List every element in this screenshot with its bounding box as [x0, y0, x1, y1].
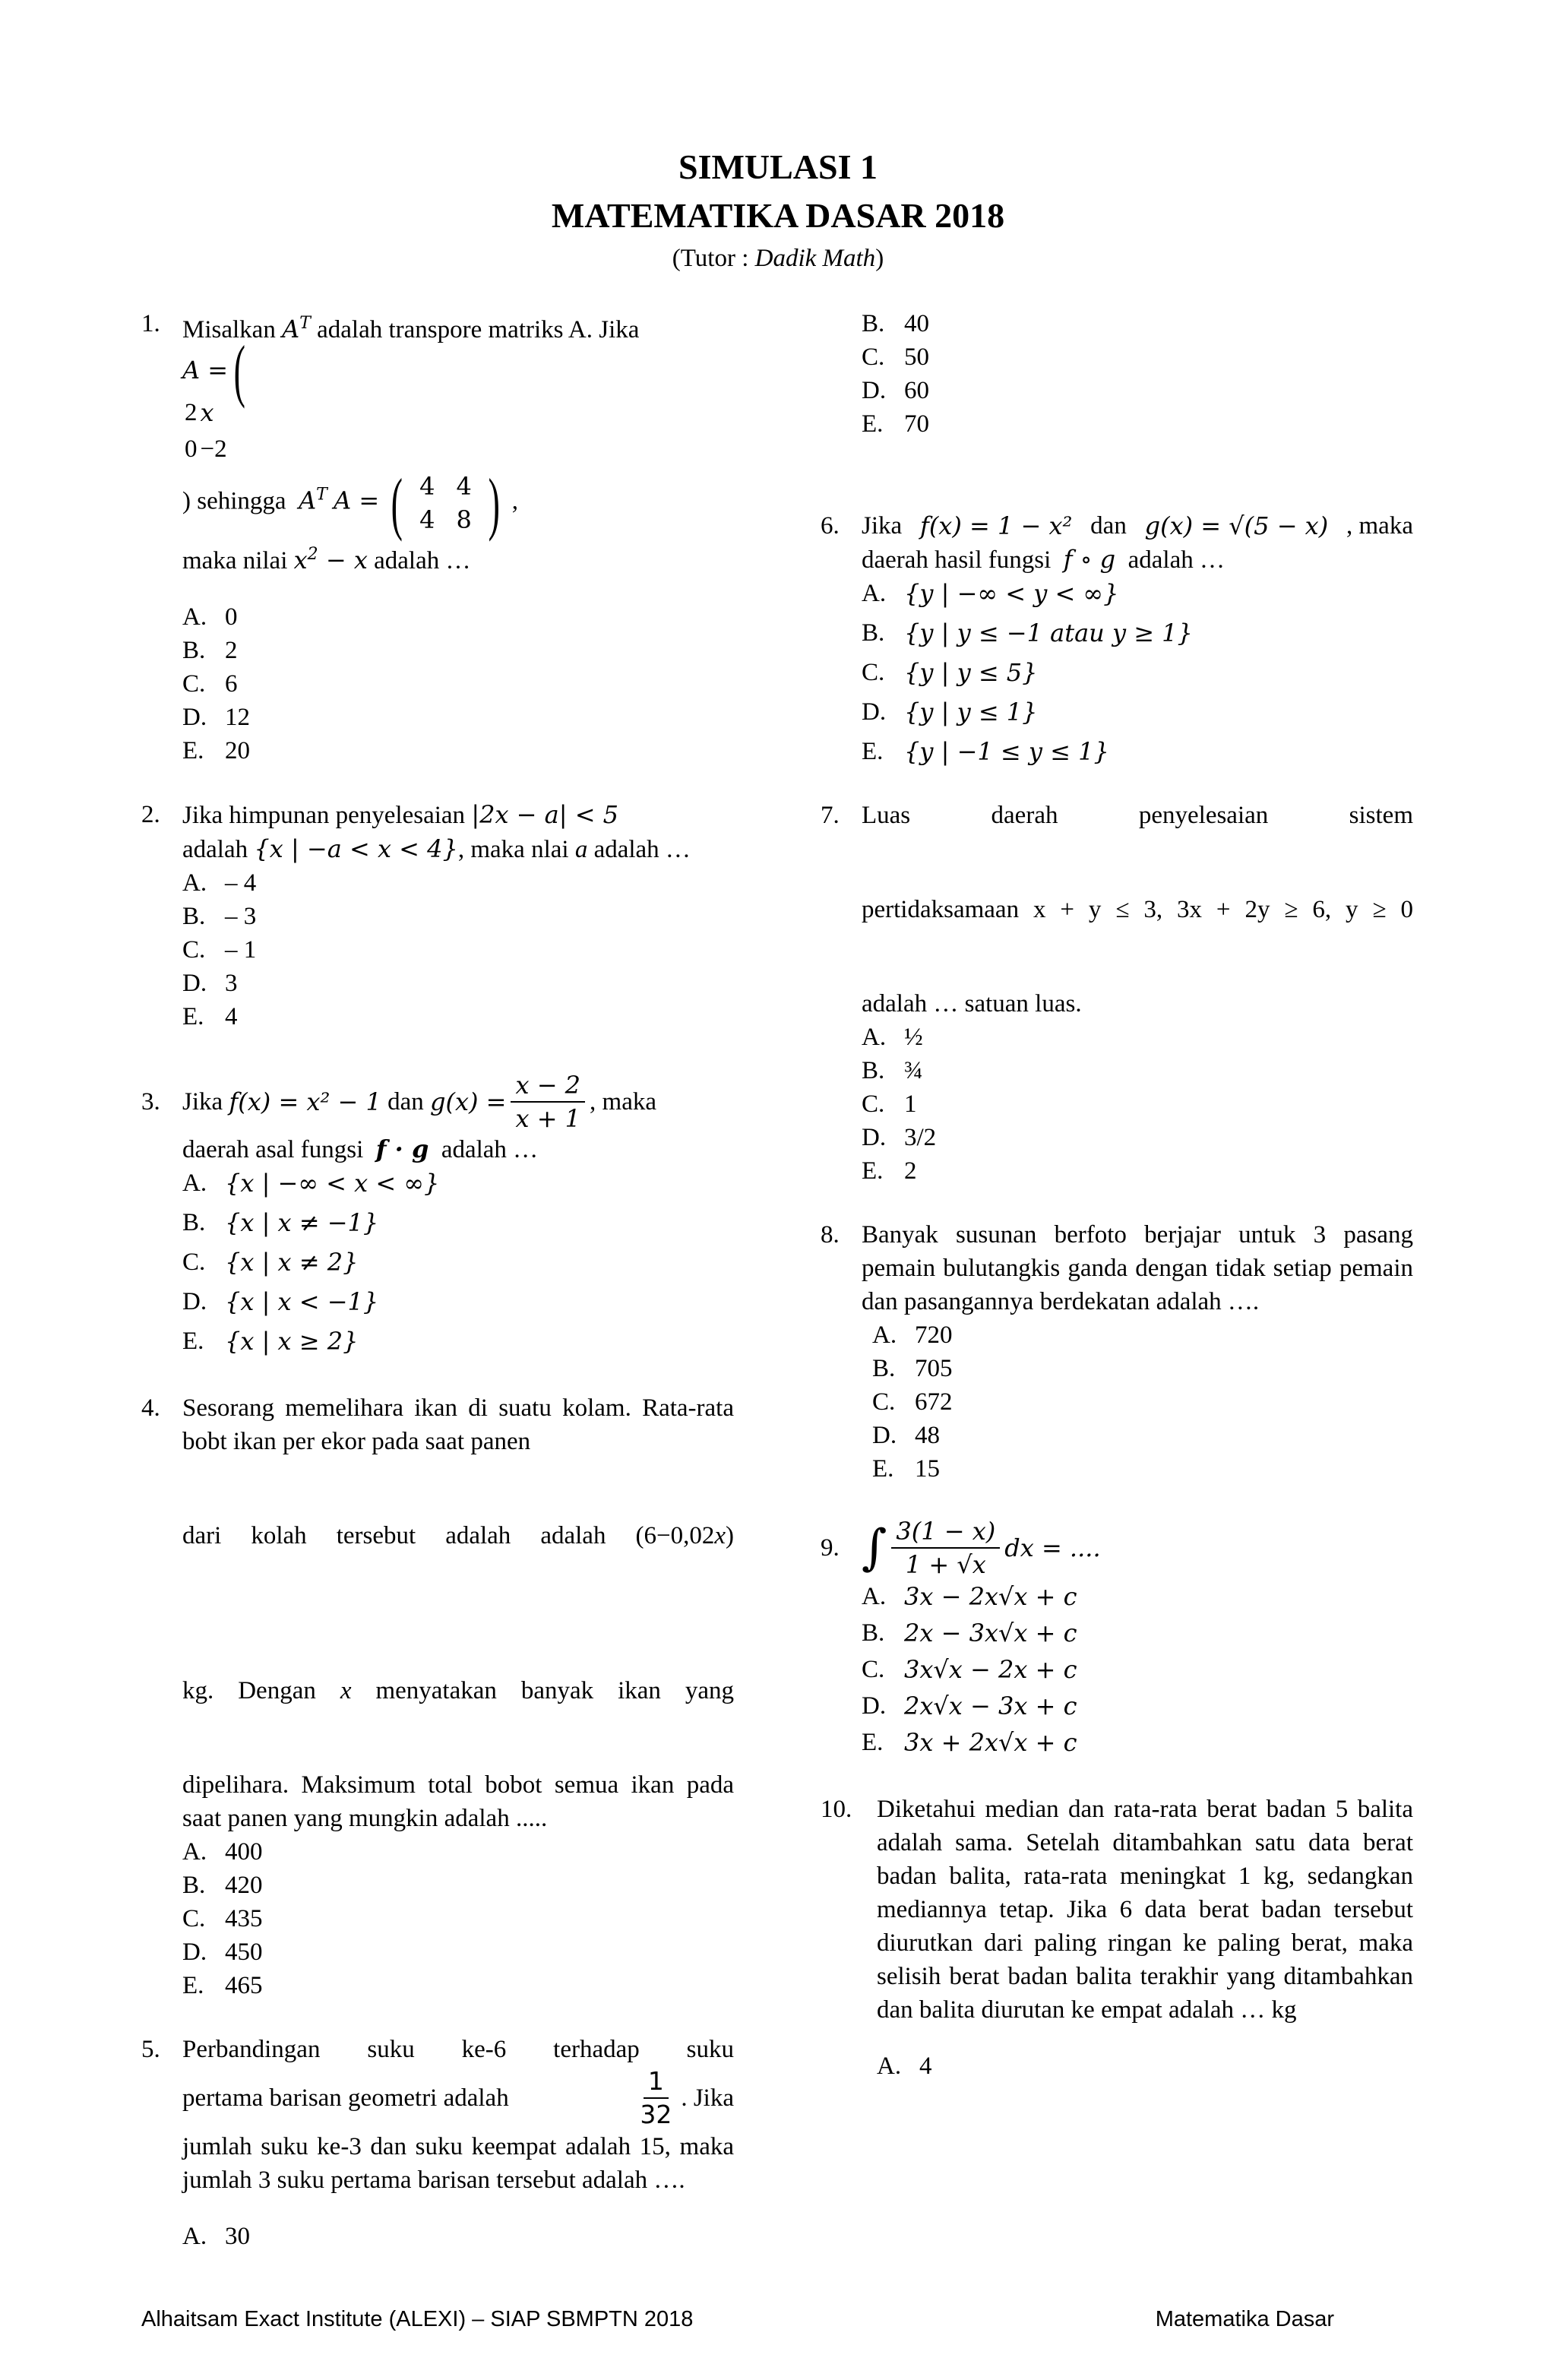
- answer-option: [872, 1318, 1413, 1352]
- question-text: Jika f(x) = x² − 1 dan g(x) = $\frac{x - 2}{x + 1}$ , maka: [182, 1071, 656, 1133]
- question-text: Misalkan $A^T$ adalah transpore matriks A. Jika: [182, 314, 640, 343]
- question-number: 1.: [141, 310, 160, 337]
- option-letter: A.: [872, 1321, 897, 1349]
- option-letter: D.: [182, 970, 207, 997]
- option-text: 465: [225, 1972, 263, 1999]
- option-letter: A.: [182, 1169, 207, 1197]
- option-text: 705: [915, 1355, 953, 1382]
- answer-option: [862, 374, 1413, 407]
- option-text: 2x − 3x√x + c: [904, 1619, 1077, 1647]
- question-4: 4. Sesorang memelihara ikan di suatu kolam. Rata-rata bobt ikan per ekor pada saat panen dari kolah tersebut adalah adalah (6−0,02x) kg. Dengan x menyatakan banyak ikan yang dipelihara. Maksimum total bobot semua ikan pada saat panen yang mungkin adalah ..... A. 400 B. 420 C. 435 D. 450 E. 465: [141, 1391, 734, 2002]
- answer-option: [872, 1419, 1413, 1452]
- option-text: 60: [904, 377, 929, 404]
- answer-option: [182, 701, 734, 734]
- question-number: 8.: [821, 1221, 840, 1249]
- option-letter: D.: [182, 1288, 207, 1315]
- option-letter: D.: [862, 1692, 887, 1720]
- option-text: – 1: [225, 936, 257, 964]
- answer-option: [862, 307, 1413, 340]
- option-letter: B.: [862, 1619, 885, 1647]
- answer-option: [182, 2220, 734, 2253]
- option-letter: C.: [862, 659, 885, 686]
- question-text: Perbandingan suku ke-6 terhadap suku: [182, 2036, 734, 2063]
- answer-option: [862, 1689, 1413, 1726]
- option-text: 2x√x − 3x + c: [904, 1692, 1077, 1720]
- option-text: 3x − 2x√x + c: [904, 1582, 1077, 1611]
- option-text: 4: [225, 1003, 238, 1030]
- answer-option: [182, 933, 734, 967]
- fraction: $\frac{3(1 - x)}{1 + √x}$: [891, 1515, 1000, 1581]
- answer-option: [182, 1902, 734, 1935]
- left-column: [141, 307, 734, 2253]
- option-letter: D.: [862, 1124, 887, 1151]
- option-letter: C.: [862, 1656, 885, 1683]
- question-text: Jika himpunan penyelesaian |2x − a| < 5: [182, 800, 619, 829]
- option-letter: E.: [182, 1003, 204, 1030]
- answer-option: [182, 734, 734, 767]
- answer-option: [182, 1245, 734, 1285]
- question-number: 2.: [141, 801, 160, 828]
- option-text: {x | x < −1}: [225, 1287, 379, 1316]
- option-letter: E.: [862, 410, 884, 438]
- option-letter: D.: [182, 704, 207, 731]
- option-text: 4: [919, 2052, 932, 2080]
- answer-option: [862, 1616, 1413, 1653]
- option-text: 48: [915, 1422, 940, 1449]
- option-text: {y | −1 ≤ y ≤ 1}: [904, 737, 1109, 766]
- answer-option: [862, 1154, 1413, 1188]
- options: [182, 1166, 734, 1364]
- answer-option: [182, 1325, 734, 1364]
- option-text: 3x + 2x√x + c: [904, 1728, 1077, 1757]
- answer-option: [182, 900, 734, 933]
- option-text: 30: [225, 2223, 250, 2250]
- option-letter: C.: [182, 1249, 206, 1276]
- option-text: 6: [225, 670, 238, 698]
- answer-option: [862, 1580, 1413, 1616]
- option-letter: E.: [862, 1157, 884, 1185]
- option-text: 70: [904, 410, 929, 438]
- option-letter: D.: [872, 1422, 897, 1449]
- options: [862, 577, 1413, 774]
- option-text: {y | y ≤ 5}: [904, 658, 1038, 687]
- option-text: 672: [915, 1388, 953, 1416]
- option-text: 400: [225, 1838, 263, 1866]
- question-number: 10.: [821, 1796, 852, 1823]
- option-text: {y | −∞ < y < ∞}: [904, 579, 1119, 608]
- option-letter: B.: [182, 1872, 206, 1899]
- option-text: ½: [904, 1024, 923, 1051]
- answer-option: [182, 1935, 734, 1969]
- option-letter: D.: [182, 1938, 207, 1966]
- option-letter: A.: [182, 2223, 207, 2250]
- answer-option: [877, 2049, 1413, 2083]
- option-letter: A.: [182, 1838, 207, 1866]
- question-number: 7.: [821, 802, 840, 829]
- option-text: {x | −∞ < x < ∞}: [225, 1169, 440, 1198]
- option-letter: E.: [182, 737, 204, 764]
- answer-option: [862, 407, 1413, 441]
- answer-option: [872, 1452, 1413, 1486]
- option-letter: A.: [182, 603, 207, 631]
- option-letter: A.: [862, 1583, 887, 1610]
- option-text: {y | y ≤ −1 atau y ≥ 1}: [904, 619, 1193, 647]
- answer-option: [182, 600, 734, 634]
- question-number: 3.: [141, 1088, 160, 1116]
- option-letter: E.: [862, 738, 884, 765]
- question-text: Jika f(x) = 1 − x² dan g(x) = √(5 − x) , maka: [862, 511, 1413, 540]
- option-text: 2: [225, 637, 238, 664]
- options: [877, 2049, 1413, 2083]
- options: [182, 1835, 734, 2002]
- answer-option: [862, 1054, 1413, 1087]
- answer-option: [862, 577, 1413, 616]
- right-column: [821, 307, 1413, 2083]
- answer-option: [182, 1835, 734, 1869]
- answer-option: [182, 1285, 734, 1325]
- options: [862, 1021, 1413, 1188]
- page-subtitle: MATEMATIKA DASAR 2018: [551, 196, 1005, 235]
- option-letter: D.: [862, 698, 887, 726]
- option-text: 450: [225, 1938, 263, 1966]
- answer-option: [862, 656, 1413, 695]
- answer-option: [182, 1206, 734, 1245]
- option-letter: C.: [862, 1090, 885, 1118]
- option-letter: E.: [872, 1455, 894, 1483]
- option-letter: B.: [182, 637, 206, 664]
- answer-option: [182, 967, 734, 1000]
- page-title: SIMULASI 1: [678, 147, 878, 186]
- question-2: 2. Jika himpunan penyelesaian |2x − a| < 5 adalah {x | −a < x < 4}, maka nlai a adalah … A. – 4 B. – 3 C. – 1 D. 3 E. 4: [141, 798, 734, 1033]
- answer-option: [862, 340, 1413, 374]
- footer-right: Matematika Dasar: [1155, 2307, 1334, 2331]
- answer-option: [862, 1121, 1413, 1154]
- matrix-a: (: [233, 331, 246, 409]
- answer-option: [872, 1352, 1413, 1385]
- answer-option: [182, 1166, 734, 1206]
- options: [182, 600, 734, 767]
- option-letter: E.: [862, 1729, 884, 1756]
- option-text: 12: [225, 704, 250, 731]
- question-text: Luas daerah penyelesaian sistem: [862, 802, 1413, 829]
- option-letter: B.: [862, 310, 885, 337]
- option-letter: C.: [182, 670, 206, 698]
- option-text: 0: [225, 603, 238, 631]
- options: [862, 1580, 1413, 1762]
- options: [862, 307, 1413, 441]
- question-7: 7. Luas daerah penyelesaian sistem pertidaksamaan x + y ≤ 3, 3x + 2y ≥ 6, y ≥ 0 adalah … satuan luas. A. ½ B. ¾ C. 1 D. 3/2 E. 2: [821, 799, 1413, 1188]
- option-text: 40: [904, 310, 929, 337]
- tutor-name: Dadik Math: [754, 245, 876, 272]
- option-letter: E.: [182, 1972, 204, 1999]
- option-text: {x | x ≠ −1}: [225, 1208, 379, 1237]
- option-text: ¾: [904, 1057, 923, 1084]
- matrix-line: A = (: [182, 347, 734, 394]
- answer-option: [182, 634, 734, 667]
- tutor-line: (Tutor : Dadik Math): [672, 245, 884, 272]
- option-letter: C.: [182, 1905, 206, 1932]
- question-text: Diketahui median dan rata-rata berat badan 5 balita adalah sama. Setelah ditambahkan satu data berat badan balita, rata-rata meningkat 1 kg, sedangkan mediannya tetap. Jika 6 data berat badan tersebut diurutkan dari paling ringan ke paling berat, maka selisih berat badan balita terakhir yang ditambahkan dan balita diurutan ke empat adalah … kg: [877, 1796, 1413, 2024]
- option-letter: B.: [862, 1057, 885, 1084]
- option-letter: C.: [862, 343, 885, 371]
- option-letter: B.: [182, 903, 206, 930]
- fraction: $\frac{x - 2}{x + 1}$: [511, 1069, 585, 1135]
- question-text: Banyak susunan berfoto berjajar untuk 3 pasang pemain bulutangkis ganda dengan tidak setiap pemain dan pasangannya berdekatan adalah ….: [862, 1221, 1413, 1315]
- question-3: 3. Jika f(x) = x² − 1 dan g(x) = $\frac{x - 2}{x + 1}$ , maka daerah asal fungsi f · g adalah … A. {x | −∞ < x < ∞} B. {x | x ≠ −1} C. {x | x ≠ 2} D. {x | x < −1} E. {x | x ≥ 2}: [141, 1071, 734, 1364]
- question-5-continued: [821, 307, 1413, 441]
- option-text: {x | x ≠ 2}: [225, 1248, 359, 1277]
- option-letter: B.: [182, 1209, 206, 1236]
- option-letter: A.: [862, 580, 887, 607]
- question-6: 6. Jika f(x) = 1 − x² dan g(x) = √(5 − x) , maka daerah hasil fungsi f ∘ g adalah … A. {y | −∞ < y < ∞} B. {y | y ≤ −1 atau y ≥ 1} C. {y | y ≤ 5} D. {y | y ≤ 1} E. {y | −1 ≤ y ≤ 1}: [821, 509, 1413, 774]
- option-text: 50: [904, 343, 929, 371]
- option-letter: C.: [182, 936, 206, 964]
- answer-option: [862, 1726, 1413, 1762]
- option-text: – 3: [225, 903, 257, 930]
- question-number: 5.: [141, 2036, 160, 2063]
- question-text: ∫ $\frac{3(1 - x)}{1 + √x}$ dx = ....: [862, 1517, 1101, 1579]
- option-text: 3/2: [904, 1124, 937, 1151]
- option-letter: A.: [182, 869, 207, 897]
- options: [862, 1318, 1413, 1486]
- answer-option: [872, 1385, 1413, 1419]
- option-text: 420: [225, 1872, 263, 1899]
- question-9: [821, 1516, 1413, 1762]
- answer-option: [182, 1969, 734, 2002]
- answer-option: [182, 866, 734, 900]
- matrix-b: ( 4 4 4 8 ): [391, 464, 500, 542]
- option-text: 15: [915, 1455, 940, 1483]
- question-1: 1. Misalkan $A^T$ adalah transpore matriks A. Jika A = ( 2 x 0 −2 ) sehingga $A^T$ A = ( 4 4 4 8 ) , maka nilai $x^2 - x$ adalah … A. 0 B. 2 C. 6 D. 12 E. 20: [141, 307, 734, 767]
- option-letter: C.: [872, 1388, 896, 1416]
- option-letter: A.: [862, 1024, 887, 1051]
- answer-option: [862, 1653, 1413, 1689]
- option-text: 2: [904, 1157, 917, 1185]
- option-letter: E.: [182, 1328, 204, 1355]
- option-letter: A.: [877, 2052, 902, 2080]
- answer-option: [862, 1021, 1413, 1054]
- answer-option: [862, 1087, 1413, 1121]
- option-text: 435: [225, 1905, 263, 1932]
- question-text: Sesorang memelihara ikan di suatu kolam. Rata-rata bobt ikan per ekor pada saat panen: [182, 1394, 734, 1455]
- question-5: 5. Perbandingan suku ke-6 terhadap suku pertama barisan geometri adalah $\frac{1}{32}$ . Jika jumlah suku ke-3 dan suku keempat adalah 15, maka jumlah 3 suku pertama barisan tersebut adalah …. A. 30: [141, 2033, 734, 2253]
- option-text: {y | y ≤ 1}: [904, 698, 1038, 726]
- question-number: 4.: [141, 1394, 160, 1422]
- answer-option: [862, 695, 1413, 735]
- question-8: [821, 1218, 1413, 1486]
- option-text: {x | x ≥ 2}: [225, 1327, 359, 1356]
- footer-left: Alhaitsam Exact Institute (ALEXI) – SIAP SBMPTN 2018: [141, 2307, 694, 2331]
- question-number: 9.: [821, 1534, 840, 1562]
- answer-option: [182, 667, 734, 701]
- option-text: – 4: [225, 869, 257, 897]
- options: [182, 2220, 734, 2253]
- answer-option: [182, 1869, 734, 1902]
- option-letter: D.: [862, 377, 887, 404]
- question-number: 6.: [821, 512, 840, 540]
- option-text: 3x√x − 2x + c: [904, 1655, 1077, 1684]
- option-text: 720: [915, 1321, 953, 1349]
- option-text: 20: [225, 737, 250, 764]
- answer-option: [182, 1000, 734, 1033]
- option-text: 1: [904, 1090, 917, 1118]
- option-letter: B.: [872, 1355, 896, 1382]
- option-letter: B.: [862, 619, 885, 647]
- options: [182, 866, 734, 1033]
- answer-option: [862, 735, 1413, 774]
- question-10: [821, 1793, 1413, 2083]
- answer-option: [862, 616, 1413, 656]
- option-text: 3: [225, 970, 238, 997]
- fraction: $\frac{1}{32}$: [640, 2066, 672, 2129]
